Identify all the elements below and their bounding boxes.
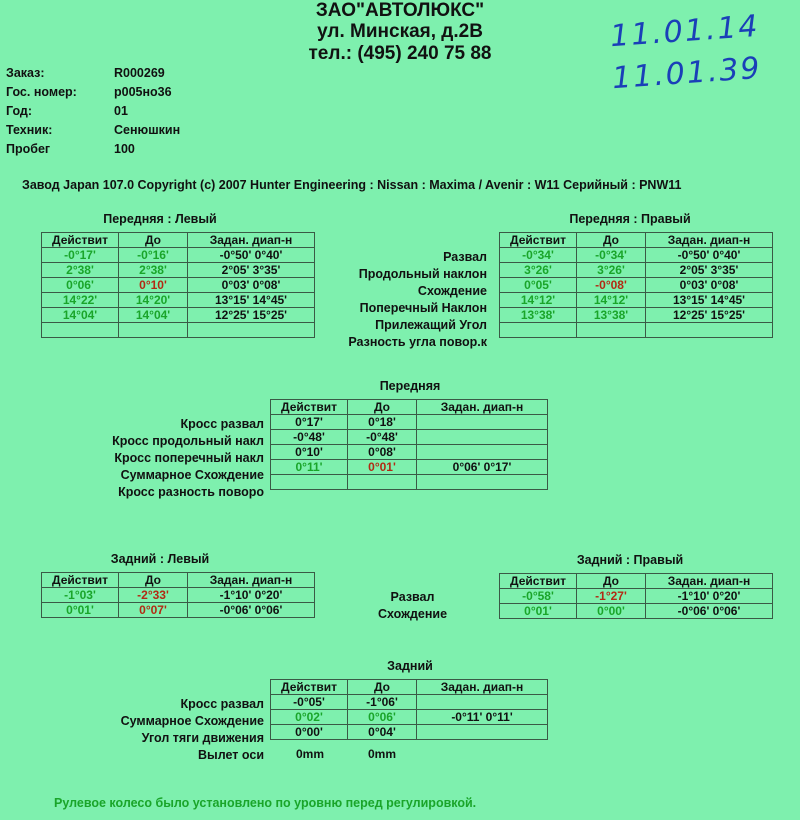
front-right-title: Передняя : Правый [569,212,691,226]
table-row [500,323,773,338]
range-cell: -0°06' 0°06' [188,603,315,618]
actual-cell: 0°06' [42,278,119,293]
table-row [500,293,773,308]
table-row [42,278,315,293]
table-row [500,308,773,323]
col-before-header: До [577,233,646,248]
before-cell: 0°10' [119,278,188,293]
before-cell [577,323,646,338]
handwritten-note-1: 11.01.14 [608,8,761,55]
footer-note: Рулевое колесо было установлено по уровню перед регулировкой. [54,796,477,810]
before-cell [119,323,188,338]
front-total-labels [40,416,264,501]
col-actual-header: Действит [500,233,577,248]
axle-offset-values [272,747,416,761]
col-actual-header: Действит [271,680,348,695]
front-total-table [270,399,548,490]
table-header-row [500,574,773,589]
range-cell: -1°10' 0°20' [188,588,315,603]
before-cell: 0°04' [348,725,417,740]
row-label: Схождение [377,607,448,621]
before-cell: 0°18' [348,415,417,430]
range-cell: 2°05' 3°35' [188,263,315,278]
info-value: R000269 [114,66,165,80]
range-cell: 0°03' 0°08' [188,278,315,293]
actual-cell: 14°22' [42,293,119,308]
row-label: Кросс разность поворо [118,485,264,499]
row-label: Поперечный Наклон [359,301,487,315]
col-range-header: Задан. диап-н [417,400,548,415]
info-value: 100 [114,142,135,156]
before-cell: 14°04' [119,308,188,323]
range-cell [417,430,548,445]
vehicle-spec-line: Завод Japan 107.0 Copyright (c) 2007 Hunter Engineering : Nissan : Maxima / Avenir : W11 Серийный : PNW11 [22,178,682,192]
row-label: Кросс развал [180,417,264,431]
col-range-header: Задан. диап-н [646,574,773,589]
table-row [500,278,773,293]
before-cell: -0°08' [577,278,646,293]
table-row [271,695,548,710]
actual-cell: -0°05' [271,695,348,710]
actual-cell [500,323,577,338]
info-value: р005но36 [114,85,172,99]
col-range-header: Задан. диап-н [188,573,315,588]
actual-cell: 0°01' [42,603,119,618]
range-cell: 0°06' 0°17' [417,460,548,475]
range-cell: 13°15' 14°45' [646,293,773,308]
table-row [500,248,773,263]
before-cell: 0°00' [577,604,646,619]
info-row [6,123,306,142]
front-row-labels [300,249,487,351]
actual-cell: 13°38' [500,308,577,323]
row-label: Развал [443,250,487,264]
range-cell: 12°25' 15°25' [646,308,773,323]
range-cell: -0°50' 0°40' [646,248,773,263]
before-cell: 14°20' [119,293,188,308]
actual-cell: 0°00' [271,725,348,740]
range-cell: 2°05' 3°35' [646,263,773,278]
col-before-header: До [348,400,417,415]
table-row [271,415,548,430]
col-actual-header: Действит [271,400,348,415]
before-cell: 2°38' [119,263,188,278]
col-before-header: До [119,573,188,588]
row-label: Суммарное Схождение [120,468,264,482]
actual-cell: 0°01' [500,604,577,619]
range-cell [417,445,548,460]
range-cell [417,695,548,710]
before-cell: 3°26' [577,263,646,278]
before-cell: 0mm [367,747,396,761]
col-actual-header: Действит [42,233,119,248]
rear-total-table [270,679,548,740]
range-cell [188,323,315,338]
range-cell [417,475,548,490]
row-label: Схождение [417,284,487,298]
table-header-row [500,233,773,248]
actual-cell: 0mm [295,747,324,761]
table-row [271,460,548,475]
col-before-header: До [348,680,417,695]
before-cell: 0°07' [119,603,188,618]
actual-cell: 0°05' [500,278,577,293]
col-range-header: Задан. диап-н [417,680,548,695]
front-left-title: Передняя : Левый [103,212,217,226]
info-value: Сенюшкин [114,123,181,137]
table-row [42,248,315,263]
rear-left-title: Задний : Левый [110,552,210,566]
range-cell: 0°03' 0°08' [646,278,773,293]
range-cell: 12°25' 15°25' [188,308,315,323]
before-cell: -1°27' [577,589,646,604]
actual-cell: 14°04' [42,308,119,323]
actual-cell [271,475,348,490]
before-cell: 0°06' [348,710,417,725]
table-header-row [271,680,548,695]
info-row [6,66,306,85]
rear-total-labels [40,696,264,764]
before-cell: 0°01' [348,460,417,475]
before-cell: -0°34' [577,248,646,263]
table-row [500,263,773,278]
front-total-title: Передняя [379,379,441,393]
before-cell: -0°48' [348,430,417,445]
rear-left-table [41,572,315,618]
info-label: Пробег [6,142,51,156]
table-row [500,604,773,619]
col-before-header: До [577,574,646,589]
row-label: Кросс поперечный накл [114,451,264,465]
actual-cell: 3°26' [500,263,577,278]
rear-right-title: Задний : Правый [576,553,684,567]
table-row [42,323,315,338]
row-label: Продольный наклон [358,267,487,281]
actual-cell: 0°17' [271,415,348,430]
table-row [42,308,315,323]
info-row [6,104,306,123]
table-row [271,725,548,740]
actual-cell: 14°12' [500,293,577,308]
table-row [271,475,548,490]
row-label: Развал [390,590,435,604]
col-before-header: До [119,233,188,248]
table-row [42,293,315,308]
actual-cell: -0°34' [500,248,577,263]
table-row [42,588,315,603]
col-actual-header: Действит [42,573,119,588]
before-cell: -0°16' [119,248,188,263]
table-row [500,589,773,604]
actual-cell: -0°58' [500,589,577,604]
row-label: Кросс развал [180,697,264,711]
range-cell: -0°11' 0°11' [417,710,548,725]
front-right-table [499,232,773,338]
info-row [6,85,306,104]
range-cell: -0°06' 0°06' [646,604,773,619]
table-header-row [271,400,548,415]
handwritten-note-2: 11.01.39 [610,50,763,97]
rear-total-title: Задний [387,659,433,673]
row-label: Кросс продольный накл [112,434,264,448]
table-row [42,263,315,278]
actual-cell [42,323,119,338]
info-label: Техник: [6,123,53,137]
table-row [271,445,548,460]
row-label: Разность угла повор.к [348,335,487,349]
info-label: Гос. номер: [6,85,77,99]
row-label: Угол тяги движения [141,731,264,745]
row-label: Суммарное Схождение [120,714,264,728]
actual-cell: 2°38' [42,263,119,278]
rear-right-table [499,573,773,619]
range-cell: -0°50' 0°40' [188,248,315,263]
table-header-row [42,233,315,248]
actual-cell: 0°11' [271,460,348,475]
table-header-row [42,573,315,588]
row-label: Вылет оси [198,748,264,762]
company-address: ул. Минская, д.2В [317,21,483,42]
col-range-header: Задан. диап-н [188,233,315,248]
row-label: Прилежащий Угол [375,318,487,332]
before-cell: -2°33' [119,588,188,603]
table-row [271,430,548,445]
info-label: Год: [6,104,33,118]
rear-row-labels [340,589,485,623]
range-cell [417,415,548,430]
info-value: 01 [114,104,128,118]
before-cell: 0°08' [348,445,417,460]
before-cell: 14°12' [577,293,646,308]
col-actual-header: Действит [500,574,577,589]
actual-cell: 0°10' [271,445,348,460]
actual-cell: 0°02' [271,710,348,725]
front-left-table [41,232,315,338]
before-cell: -1°06' [348,695,417,710]
range-cell [417,725,548,740]
actual-cell: -0°48' [271,430,348,445]
range-cell: 13°15' 14°45' [188,293,315,308]
range-cell [646,323,773,338]
company-name: ЗАО"АВТОЛЮКС" [315,0,485,21]
table-row [271,710,548,725]
table-row [42,603,315,618]
info-row [6,142,306,161]
col-range-header: Задан. диап-н [646,233,773,248]
before-cell: 13°38' [577,308,646,323]
range-cell: -1°10' 0°20' [646,589,773,604]
company-phone: тел.: (495) 240 75 88 [308,43,492,64]
actual-cell: -1°03' [42,588,119,603]
info-label: Заказ: [6,66,45,80]
before-cell [348,475,417,490]
order-info [6,66,306,161]
actual-cell: -0°17' [42,248,119,263]
